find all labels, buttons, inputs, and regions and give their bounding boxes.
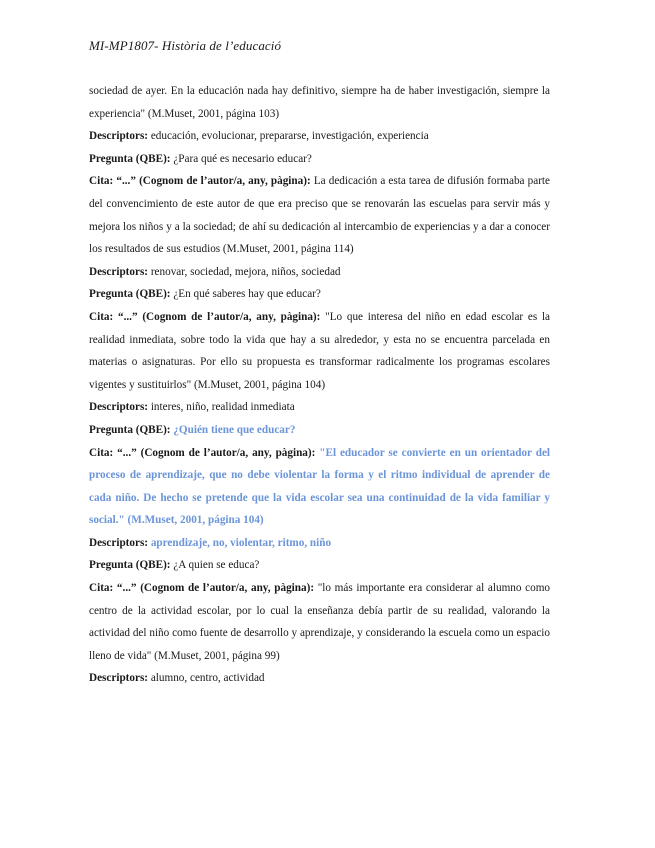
descriptors-value: educación, evolucionar, prepararse, investigación, experiencia [150, 130, 429, 143]
quote-source-label: (Cognom de l’autor/a, any, pàgina): [139, 175, 311, 188]
question-value: ¿En qué saberes hay que educar? [173, 288, 321, 301]
question-line-1 [89, 148, 550, 171]
question-label: Pregunta (QBE): [89, 559, 171, 572]
descriptors-line-5 [89, 667, 550, 690]
quote-text: "Lo que interesa del niño en edad escolar es la realidad inmediata, sobre todo la vida que hay a su alrededor, y esta no se encuentra parcelada en materias o asignaturas. Por ello su propuesta es transformar radicalmente los programas escolares vigentes y sustituirlos" (M.Muset, 2001, página 104) [89, 310, 551, 391]
question-value: ¿A quien se educa? [173, 559, 260, 572]
quote-source-label: (Cognom de l’autor/a, any, pàgina): [140, 446, 316, 459]
descriptors-line-2 [89, 261, 550, 284]
descriptors-value-highlighted: aprendizaje, no, violentar, ritmo, niño [150, 536, 332, 549]
question-value-highlighted: ¿Quién tiene que educar? [173, 423, 296, 436]
descriptors-value: renovar, sociedad, mejora, niños, sociedad [150, 265, 341, 278]
question-line-3 [89, 419, 550, 442]
page-header-title: MI-MP1807- Història de l’educació [89, 38, 282, 53]
quote-label: Cita: [89, 446, 114, 459]
quote-text: "lo más importante era considerar al alumno como centro de la actividad escolar, por lo cual la enseñanza debía partir de su realidad, valorando la actividad del niño como fuente de desarrollo y aprendizaje, y considerando la escuela como un espacio lleno de vida" (M.Muset, 2001, página 99) [89, 582, 551, 662]
descriptors-label: Descriptors: [89, 265, 149, 278]
question-label: Pregunta (QBE): [89, 423, 171, 436]
quote-source-label: (Cognom de l’autor/a, any, pàgina): [142, 310, 321, 323]
quote-source-label: (Cognom de l’autor/a, any, pàgina): [140, 582, 315, 595]
quote-label: Cita: [89, 582, 114, 595]
descriptors-label: Descriptors: [89, 536, 149, 549]
descriptors-value: interes, niño, realidad inmediata [150, 401, 295, 414]
quote-text-highlighted: "El educador se convierte en un orientador del proceso de aprendizaje, que no debe violentar la forma y el ritmo individual de aprender de cada niño. De hecho se pretende que la vida escolar sea una continuidad de la vida familiar y social." (M.Muset, 2001, página 104) [89, 446, 551, 527]
descriptors-label: Descriptors: [89, 672, 149, 685]
question-label: Pregunta (QBE): [89, 288, 171, 301]
quote-marks: “...” [116, 175, 136, 188]
question-label: Pregunta (QBE): [89, 152, 171, 165]
quote-marks: “...” [117, 446, 137, 459]
question-line-2 [89, 283, 550, 306]
descriptors-label: Descriptors: [89, 130, 149, 143]
quote-text: La dedicación a esta tarea de difusión formaba parte del convencimiento de este autor de que era preciso que se renovarán las escuelas para servir más y mejora los niños y a la sociedad; de ahí su dedicación al intercambio de experiencias y a dar a conocer los resultados de sus estudios (M.Muset, 2001, página 114) [89, 175, 551, 256]
descriptors-value: alumno, centro, actividad [150, 672, 265, 685]
descriptors-label: Descriptors: [89, 401, 149, 414]
quote-label: Cita: [89, 310, 114, 323]
document-body [89, 80, 550, 690]
descriptors-line-4 [89, 532, 550, 555]
quote-label: Cita: [89, 175, 114, 188]
quote-paragraph-1 [89, 170, 550, 260]
descriptors-line-3 [89, 396, 550, 419]
question-line-4 [89, 554, 550, 577]
quote-marks: “...” [117, 310, 138, 323]
quote-paragraph-2 [89, 306, 550, 396]
quote-paragraph-4 [89, 577, 550, 667]
question-value: ¿Para qué es necesario educar? [173, 152, 312, 165]
quote-marks: “...” [116, 582, 137, 595]
descriptors-line-1 [89, 125, 550, 148]
quote-paragraph-3 [89, 442, 550, 532]
intro-quote-fragment: sociedad de ayer. En la educación nada hay definitivo, siempre ha de haber investigación, siempre la experiencia" (M.Muset, 2001, página 103) [89, 85, 550, 120]
